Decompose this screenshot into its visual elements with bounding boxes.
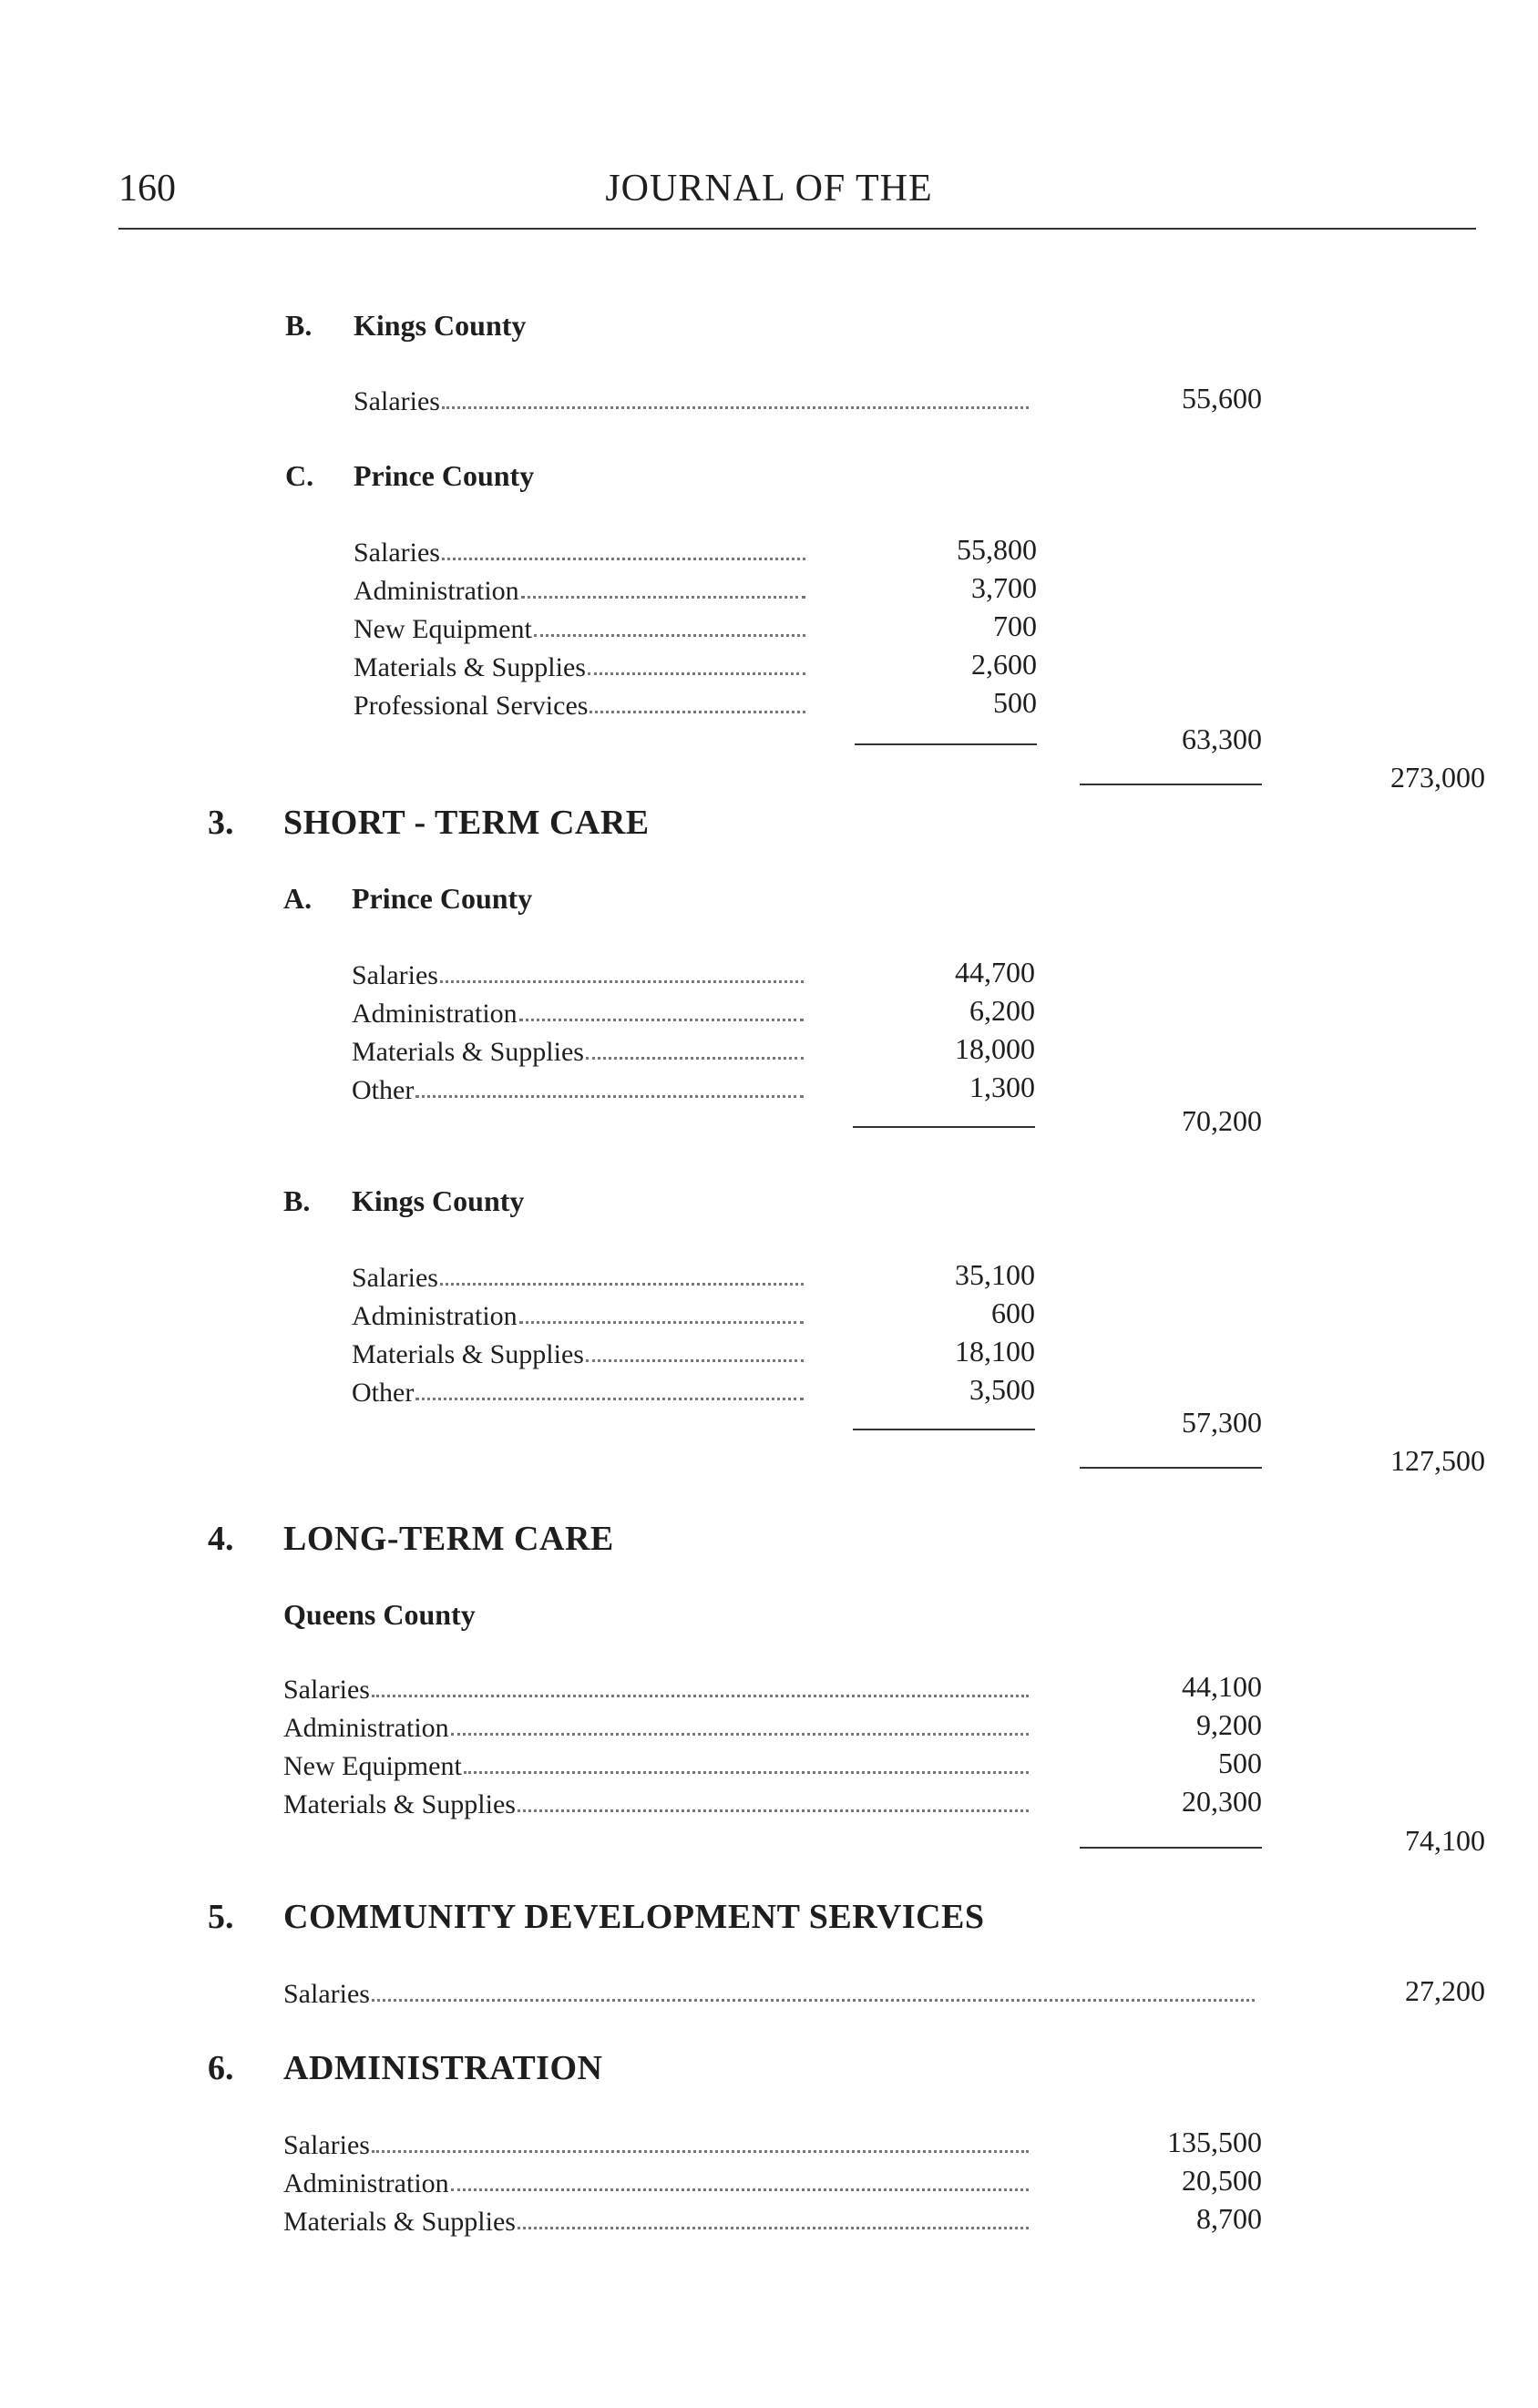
row-label: Materials & Supplies	[352, 1037, 584, 1067]
leader-dots	[451, 1733, 1029, 1736]
section-2-total: 273,000	[1390, 761, 1485, 794]
subtotal-rule	[853, 1126, 1035, 1128]
leader-dots	[586, 1057, 804, 1060]
prince-amount-salaries: 55,800	[957, 533, 1037, 566]
ltc-row-new-equipment	[283, 1747, 1032, 1780]
section-5-number: 5.	[208, 1898, 234, 1936]
row-label: Materials & Supplies	[283, 2207, 516, 2237]
row-label: Salaries	[283, 2130, 370, 2160]
row-label: Salaries	[354, 538, 440, 568]
leader-dots	[442, 406, 1029, 409]
leader-dots	[415, 1398, 804, 1400]
ltc-amount-administration: 9,200	[1196, 1708, 1262, 1741]
running-title: JOURNAL OF THE	[605, 168, 933, 210]
row-label: Salaries	[352, 1263, 438, 1293]
adm-row-administration	[283, 2165, 1032, 2198]
stc-prince-row-salaries	[352, 957, 807, 989]
leader-dots	[519, 1321, 804, 1324]
adm-amount-administration: 20,500	[1182, 2164, 1262, 2197]
stc-prince-row-other	[352, 1071, 807, 1104]
subtotal-rule	[855, 743, 1037, 745]
stc-prince-amount-administration: 6,200	[969, 994, 1035, 1027]
stc-kings-title: Kings County	[352, 1184, 525, 1217]
stc-kings-row-other	[352, 1374, 807, 1407]
row-label: New Equipment	[354, 614, 532, 644]
row-label: Administration	[352, 999, 518, 1029]
cds-row-salaries	[283, 1975, 1258, 2008]
leader-dots	[440, 980, 804, 983]
ltc-amount-salaries: 44,100	[1182, 1670, 1262, 1703]
ltc-row-administration	[283, 1709, 1032, 1742]
stc-kings-letter: B.	[283, 1184, 311, 1217]
ltc-county-title: Queens County	[283, 1598, 476, 1631]
section-6-title: ADMINISTRATION	[283, 2049, 603, 2087]
row-label: Administration	[283, 2168, 449, 2198]
stc-prince-row-administration	[352, 995, 807, 1028]
stc-prince-subtotal: 70,200	[1182, 1104, 1262, 1137]
adm-amount-salaries: 135,500	[1167, 2126, 1262, 2158]
ltc-row-materials	[283, 1786, 1032, 1819]
stc-kings-amount-materials: 18,100	[955, 1335, 1035, 1368]
prince-amount-materials: 2,600	[971, 648, 1037, 681]
stc-kings-amount-other: 3,500	[969, 1373, 1035, 1406]
total-rule	[1080, 784, 1262, 785]
ltc-amount-materials: 20,300	[1182, 1785, 1262, 1818]
prince-amount-new-equipment: 700	[993, 610, 1037, 642]
prince-amount-administration: 3,700	[971, 571, 1037, 604]
leader-dots	[590, 711, 805, 713]
total-rule	[1080, 1467, 1262, 1469]
stc-kings-subtotal: 57,300	[1182, 1406, 1262, 1439]
section-4-total: 74,100	[1405, 1824, 1485, 1857]
leader-dots	[534, 634, 805, 637]
adm-row-salaries	[283, 2126, 1032, 2159]
leader-dots	[519, 1019, 804, 1021]
stc-kings-amount-administration: 600	[991, 1296, 1035, 1329]
stc-prince-row-materials	[352, 1033, 807, 1066]
section-6-number: 6.	[208, 2049, 234, 2087]
leader-dots	[415, 1095, 804, 1098]
row-label: Other	[352, 1075, 415, 1105]
row-label: New Equipment	[283, 1751, 462, 1781]
section-4-title: LONG-TERM CARE	[283, 1520, 614, 1558]
leader-dots	[518, 1809, 1029, 1812]
prince-row-professional	[354, 687, 809, 720]
section-3-number: 3.	[208, 804, 234, 842]
prince-row-new-equipment	[354, 610, 809, 643]
prince-row-materials	[354, 649, 809, 681]
prince-amount-professional: 500	[993, 686, 1037, 719]
stc-prince-amount-salaries: 44,700	[955, 956, 1035, 989]
leader-dots	[588, 672, 805, 675]
row-label: Administration	[352, 1301, 518, 1331]
leader-dots	[586, 1359, 804, 1362]
row-label: Materials & Supplies	[352, 1339, 584, 1369]
prince-row-salaries	[354, 534, 809, 567]
stc-prince-amount-other: 1,300	[969, 1071, 1035, 1103]
stc-kings-amount-salaries: 35,100	[955, 1258, 1035, 1291]
leader-dots	[440, 1283, 804, 1286]
stc-prince-letter: A.	[283, 882, 313, 915]
row-label: Salaries	[283, 1979, 370, 2009]
kings-salaries-amount: 55,600	[1182, 382, 1262, 415]
row-label: Materials & Supplies	[354, 652, 586, 682]
section-4-number: 4.	[208, 1520, 234, 1558]
stc-kings-row-administration	[352, 1297, 807, 1330]
leader-dots	[372, 2150, 1029, 2153]
kings-county-title: Kings County	[354, 309, 527, 342]
prince-row-administration	[354, 572, 809, 605]
section-5-total: 27,200	[1405, 1974, 1485, 2007]
row-label: Administration	[283, 1713, 449, 1743]
row-label: Salaries	[354, 386, 440, 416]
stc-kings-row-materials	[352, 1336, 807, 1368]
row-label: Administration	[354, 576, 519, 606]
adm-amount-materials: 8,700	[1196, 2202, 1262, 2235]
kings-salaries-row	[354, 383, 1032, 415]
leader-dots	[372, 1695, 1029, 1697]
stc-kings-row-salaries	[352, 1259, 807, 1292]
row-label: Salaries	[352, 960, 438, 990]
stc-prince-title: Prince County	[352, 882, 533, 915]
ltc-amount-new-equipment: 500	[1218, 1747, 1262, 1779]
section-3-title: SHORT - TERM CARE	[283, 804, 650, 842]
row-label: Materials & Supplies	[283, 1789, 516, 1819]
leader-dots	[464, 1771, 1029, 1774]
ltc-row-salaries	[283, 1671, 1032, 1704]
leader-dots	[521, 596, 805, 599]
leader-dots	[518, 2227, 1029, 2229]
subtotal-rule	[853, 1429, 1035, 1430]
page-number: 160	[118, 168, 176, 210]
header-rule	[118, 228, 1476, 230]
total-rule	[1080, 1847, 1262, 1849]
row-label: Salaries	[283, 1675, 370, 1705]
kings-county-letter: B.	[285, 309, 313, 342]
leader-dots	[442, 558, 805, 560]
stc-prince-amount-materials: 18,000	[955, 1032, 1035, 1065]
prince-county-letter: C.	[285, 459, 314, 492]
row-label: Professional Services	[354, 691, 589, 721]
section-3-total: 127,500	[1390, 1444, 1485, 1477]
prince-subtotal: 63,300	[1182, 722, 1262, 755]
prince-county-title: Prince County	[354, 459, 535, 492]
leader-dots	[451, 2188, 1029, 2191]
adm-row-materials	[283, 2203, 1032, 2236]
row-label: Other	[352, 1378, 415, 1408]
leader-dots	[372, 1999, 1255, 2002]
section-5-title: COMMUNITY DEVELOPMENT SERVICES	[283, 1898, 985, 1936]
